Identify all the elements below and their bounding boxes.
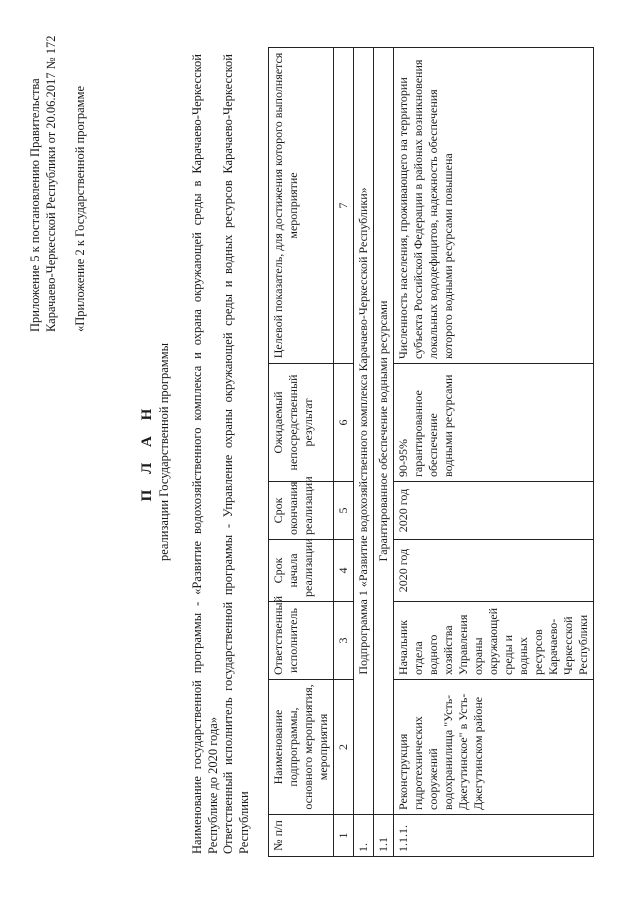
program-executor: Ответственный исполнитель государственной программы - Управление охраны окружающей среды и водных ресурсов Карачаево-Черкесской Республики [221,54,251,854]
table-row-section [374,48,394,857]
column-number: 3 [334,602,354,680]
header-name: Наименование подпрограммы, основного мероприятия, мероприятия [269,680,334,815]
header-start: Срок начала реализации [269,540,334,602]
appendix-line-1: Приложение 5 к постановлению Правительства Карачаево-Черкесской Республики от 20.06.2017 № 172 [28,35,58,332]
rotated-document-page [20,12,620,892]
table-row-subprogram [354,48,374,857]
subprogram-title: Подпрограмма 1 «Развитие водохозяйственного комплекса Карачаево-Черкесской Республики» [354,48,374,815]
program-meta [190,54,253,854]
document-title [138,12,172,892]
column-number-row [334,48,354,857]
item-name: Реконструкция гидротехнических сооружений водохранилища "Усть-Джегутинское" в Усть-Джегутинском районе [394,680,594,815]
column-number: 2 [334,680,354,815]
column-number: 6 [334,364,354,482]
header-end: Срок окончания реализации [269,482,334,540]
program-name: Наименование государственной программы - «Развитие водохозяйственного комплекса и охрана окружающей среды в Карачаево-Черкесской Республике до 2020 года» [190,54,220,854]
row-num: 1.1 [374,815,394,857]
column-number: 5 [334,482,354,540]
row-num: 1. [354,815,374,857]
item-executor: Начальник отдела водного хозяйства Управления охраны окружающей среды и водных ресурсов Карачаево-Черкесской Республики [394,602,594,680]
header-result: Ожидаемый непосредственный результат [269,364,334,482]
column-number: 1 [334,815,354,857]
header-num: № п/п [269,815,334,857]
item-result: 90-95% гарантированное обеспечение водными ресурсами [394,364,594,482]
plan-table [268,47,594,857]
column-number: 7 [334,48,354,364]
appendix-line-2: «Приложение 2 к Государственной программе [73,85,88,332]
table-header-row [269,48,334,857]
table-row-item [394,48,594,857]
item-start: 2020 год [394,540,594,602]
item-num: 1.1.1. [394,815,594,857]
header-target: Целевой показатель, для достижения которого выполняется мероприятие [269,48,334,364]
item-target: Численность населения, проживающего на территории субъекта Российской Федерации в районах возникновения локальных вододефицитов, надежность обеспечения которого водными ресурсами повышена [394,48,594,364]
header-executor: Ответственный исполнитель [269,602,334,680]
title-subtitle: реализации Государственной программы [156,342,171,562]
appendix-note [28,32,103,332]
section-title: Гарантированное обеспечение водными ресурсами [374,48,394,815]
column-number: 4 [334,540,354,602]
title-heading: П Л А Н [139,402,155,502]
item-end: 2020 год [394,482,594,540]
